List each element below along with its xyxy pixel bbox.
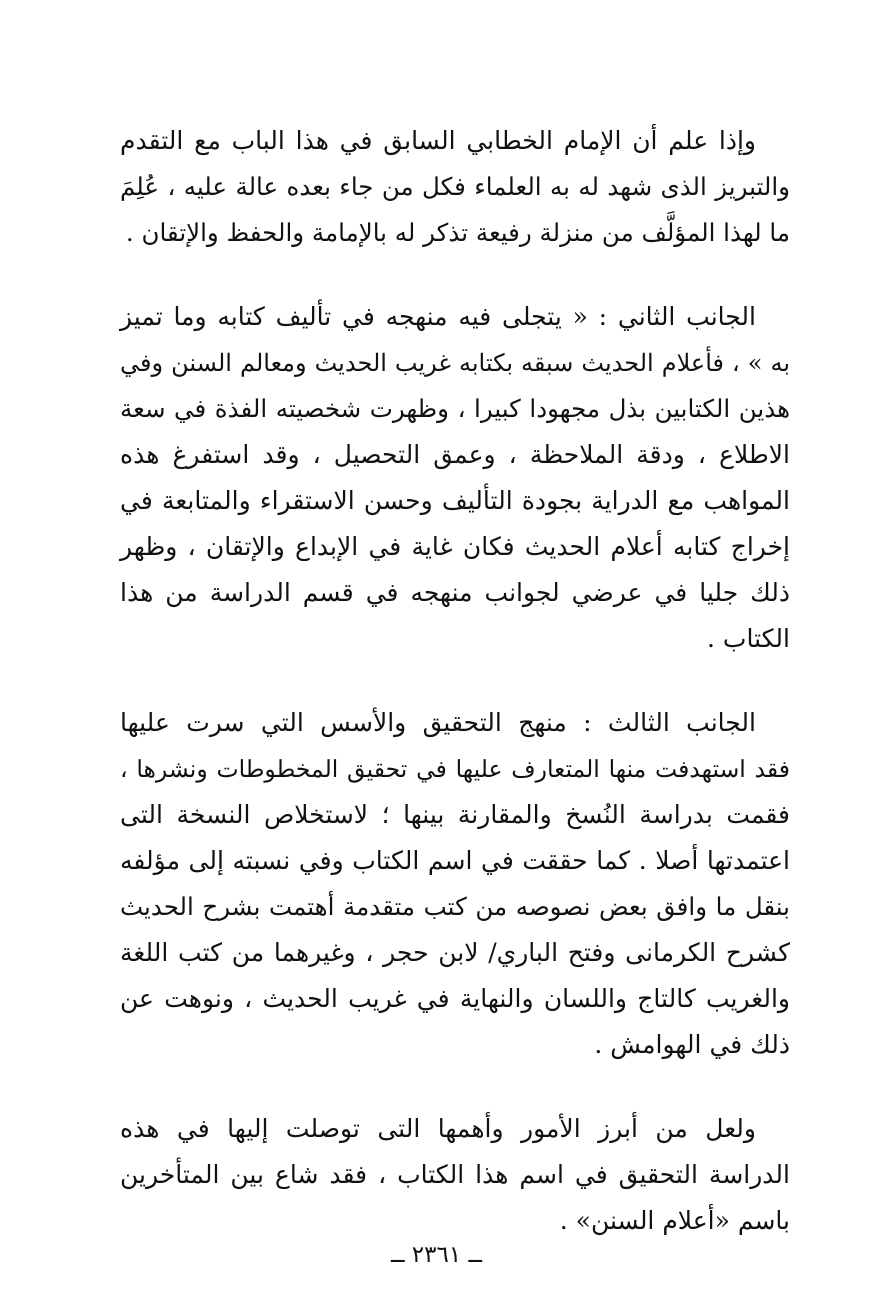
text-line: فقمت بدراسة النُسخ والمقارنة بينها ؛ لاستخلاص النسخة التى bbox=[120, 800, 790, 829]
text-line: الجانب الثاني : « يتجلى فيه منهجه في تأليف كتابه وما تميز bbox=[120, 302, 756, 331]
paragraph-spacer bbox=[120, 1068, 790, 1106]
text-line: الاطلاع ، ودقة الملاحظة ، وعمق التحصيل ، وقد استفرغ هذه bbox=[120, 440, 790, 469]
paragraph-3 bbox=[120, 700, 790, 1068]
text-line: كشرح الكرمانى وفتح الباري/ لابن حجر ، وغيرهما من كتب اللغة bbox=[120, 938, 790, 967]
text-line: والغريب كالتاج واللسان والنهاية في غريب الحديث ، ونوهت عن bbox=[120, 984, 790, 1013]
text-line: بنقل ما وافق بعض نصوصه من كتب متقدمة أهتمت بشرح الحديث bbox=[120, 892, 790, 921]
text-line: وإذا علم أن الإمام الخطابي السابق في هذا الباب مع التقدم bbox=[120, 126, 756, 155]
text-line: فقد استهدفت منها المتعارف عليها في تحقيق المخطوطات ونشرها ، bbox=[120, 755, 790, 783]
text-line: الدراسة التحقيق في اسم هذا الكتاب ، فقد شاع بين المتأخرين bbox=[120, 1160, 790, 1189]
text-line: اعتمدتها أصلا . كما حققت في اسم الكتاب وفي نسبته إلى مؤلفه bbox=[120, 846, 790, 875]
text-line: الجانب الثالث : منهج التحقيق والأسس التي سرت عليها bbox=[120, 708, 756, 737]
text-line: إخراج كتابه أعلام الحديث فكان غاية في الإبداع والإتقان ، وظهر bbox=[120, 532, 790, 561]
paragraph-spacer bbox=[120, 256, 790, 294]
page-body bbox=[120, 118, 790, 1244]
text-line: الكتاب . bbox=[707, 624, 790, 653]
paragraph-2 bbox=[120, 294, 790, 662]
text-line: باسم «أعلام السنن» . bbox=[559, 1206, 790, 1235]
text-line: ما لهذا المؤلَّف من منزلة رفيعة تذكر له بالإمامة والحفظ والإتقان . bbox=[125, 218, 790, 247]
text-line: ذلك في الهوامش . bbox=[594, 1030, 790, 1059]
text-line: هذين الكتابين بذل مجهودا كبيرا ، وظهرت شخصيته الفذة في سعة bbox=[120, 394, 790, 423]
text-line: المواهب مع الدراية بجودة التأليف وحسن الاستقراء والمتابعة في bbox=[120, 486, 790, 515]
page-number: ــ ٢٣٦١ ــ bbox=[390, 1242, 482, 1268]
text-line: ذلك جليا في عرضي لجوانب منهجه في قسم الدراسة من هذا bbox=[120, 578, 790, 607]
paragraph-spacer bbox=[120, 662, 790, 700]
text-line: والتبريز الذى شهد له به العلماء فكل من جاء بعده عالة عليه ، عُلِمَ bbox=[120, 172, 790, 201]
paragraph-1 bbox=[120, 118, 790, 256]
text-line: ولعل من أبرز الأمور وأهمها التى توصلت إليها في هذه bbox=[120, 1114, 756, 1143]
paragraph-4 bbox=[120, 1106, 790, 1244]
text-line: به » ، فأعلام الحديث سبقه بكتابه غريب الحديث ومعالم السنن وفي bbox=[120, 349, 790, 377]
